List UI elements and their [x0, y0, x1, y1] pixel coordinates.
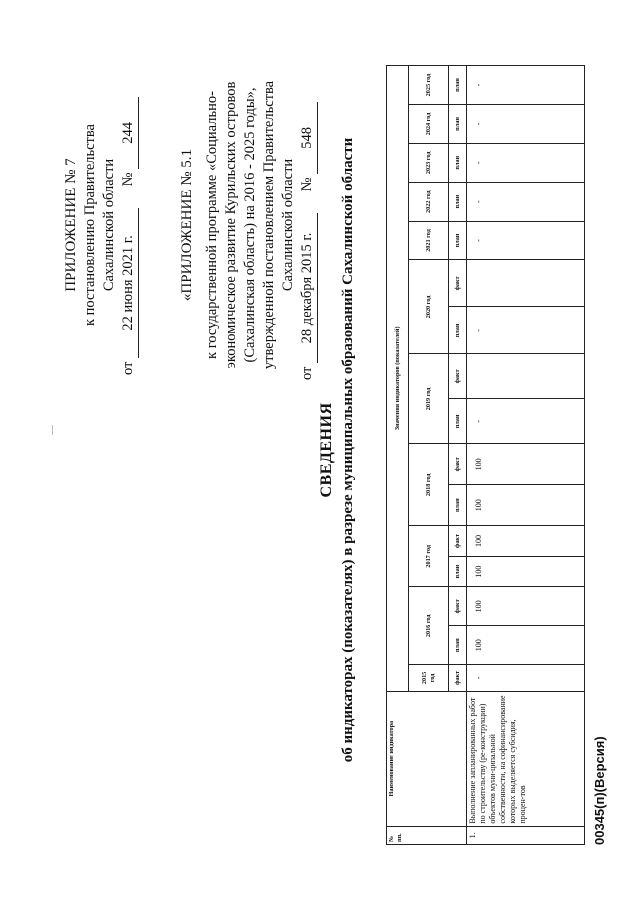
- sub-fact: факт: [449, 444, 467, 485]
- value-cell: -: [467, 307, 585, 354]
- value-cell: -: [467, 182, 585, 221]
- appendix-5-1-block: [178, 70, 318, 380]
- appendix-5-1-line1: к государственной программе «Социально-: [204, 91, 220, 359]
- year-2015-header: 2015 год: [409, 665, 449, 692]
- year-2024-header: 2024 год: [409, 105, 449, 144]
- col-name-header: Наименование индикатора: [387, 691, 467, 826]
- col-num-header: № пп.: [387, 826, 467, 844]
- table-row: [467, 66, 585, 845]
- sub-plan: план: [449, 221, 467, 260]
- value-cell: -: [467, 221, 585, 260]
- appendix-7-line2: Сахалинской области: [101, 158, 117, 292]
- value-cell: [467, 260, 585, 307]
- appendix-5-1-date-line: от 28 декабря 2015 г. № 548: [298, 70, 318, 380]
- appendix-7-title: ПРИЛОЖЕНИЕ № 7: [63, 158, 79, 292]
- year-2021-header: 2021 год: [409, 221, 449, 260]
- sub-fact: факт: [449, 260, 467, 307]
- value-cell: 100: [467, 485, 585, 526]
- sub-fact: факт: [449, 354, 467, 399]
- value-cell: -: [467, 399, 585, 444]
- appendix-7-line1: к постановлению Правительства: [82, 124, 98, 326]
- appendix-5-1-number: 548: [298, 102, 318, 174]
- value-cell: [467, 354, 585, 399]
- page-subtitle: об индикаторах (показателях) в разрезе муниципальных образований Сахалинской области: [340, 137, 356, 763]
- value-cell: -: [467, 143, 585, 182]
- sub-fact: факт: [449, 587, 467, 626]
- sub-plan: план: [449, 66, 467, 105]
- appendix-5-1-line5: Сахалинской области: [280, 158, 296, 292]
- sub-plan: план: [449, 182, 467, 221]
- sub-fact: факт: [449, 526, 467, 557]
- appendix-7-block: [62, 75, 139, 375]
- row-number: 1.: [467, 826, 585, 844]
- appendix-5-1-line4: утвержденной постановлением Правительства: [261, 80, 277, 370]
- sub-plan: план: [449, 105, 467, 144]
- value-cell: 100: [467, 626, 585, 665]
- indicator-name: Выполнение запланированных работ по строительству (ре-конструкции) объектов муни-ципальной собственности, на софинансирование которых выделяется субсидия, процен-тов: [467, 691, 585, 826]
- sub-plan: план: [449, 307, 467, 354]
- indicators-table: [386, 65, 585, 845]
- year-2018-header: 2018 год: [409, 444, 449, 526]
- sub-plan: план: [449, 626, 467, 665]
- appendix-7-date: 22 июня 2021 г.: [119, 208, 139, 358]
- scan-mark: [52, 425, 53, 435]
- year-2017-header: 2017 год: [409, 526, 449, 587]
- col-values-header: Значения индикаторов (показателей): [387, 66, 409, 692]
- year-2022-header: 2022 год: [409, 182, 449, 221]
- year-2025-header: 2025 год: [409, 66, 449, 105]
- sub-fact: факт: [449, 665, 467, 692]
- sub-plan: план: [449, 556, 467, 587]
- appendix-5-1-title: «ПРИЛОЖЕНИЕ № 5.1: [179, 148, 195, 302]
- page-title: СВЕДЕНИЯ: [318, 402, 335, 498]
- year-2020-header: 2020 год: [409, 260, 449, 354]
- value-cell: -: [467, 105, 585, 144]
- year-2019-header: 2019 год: [409, 354, 449, 444]
- value-cell: -: [467, 665, 585, 692]
- appendix-5-1-line2: экономическое развитие Курильских островов: [223, 81, 239, 369]
- value-cell: 100: [467, 587, 585, 626]
- appendix-5-1-line3: (Сахалинская область) на 2016 - 2025 годы»,: [242, 87, 258, 363]
- value-cell: 100: [467, 556, 585, 587]
- sub-plan: план: [449, 143, 467, 182]
- appendix-5-1-date: 28 декабря 2015 г.: [298, 213, 318, 363]
- appendix-7-date-line: от 22 июня 2021 г. № 244: [119, 75, 139, 375]
- value-cell: 100: [467, 526, 585, 557]
- value-cell: 100: [467, 444, 585, 485]
- year-2023-header: 2023 год: [409, 143, 449, 182]
- value-cell: -: [467, 66, 585, 105]
- sub-plan: план: [449, 485, 467, 526]
- appendix-7-number: 244: [119, 97, 139, 169]
- sub-plan: план: [449, 399, 467, 444]
- document-footer-code: 00345(п)(Версия): [592, 736, 607, 845]
- year-2016-header: 2016 год: [409, 587, 449, 665]
